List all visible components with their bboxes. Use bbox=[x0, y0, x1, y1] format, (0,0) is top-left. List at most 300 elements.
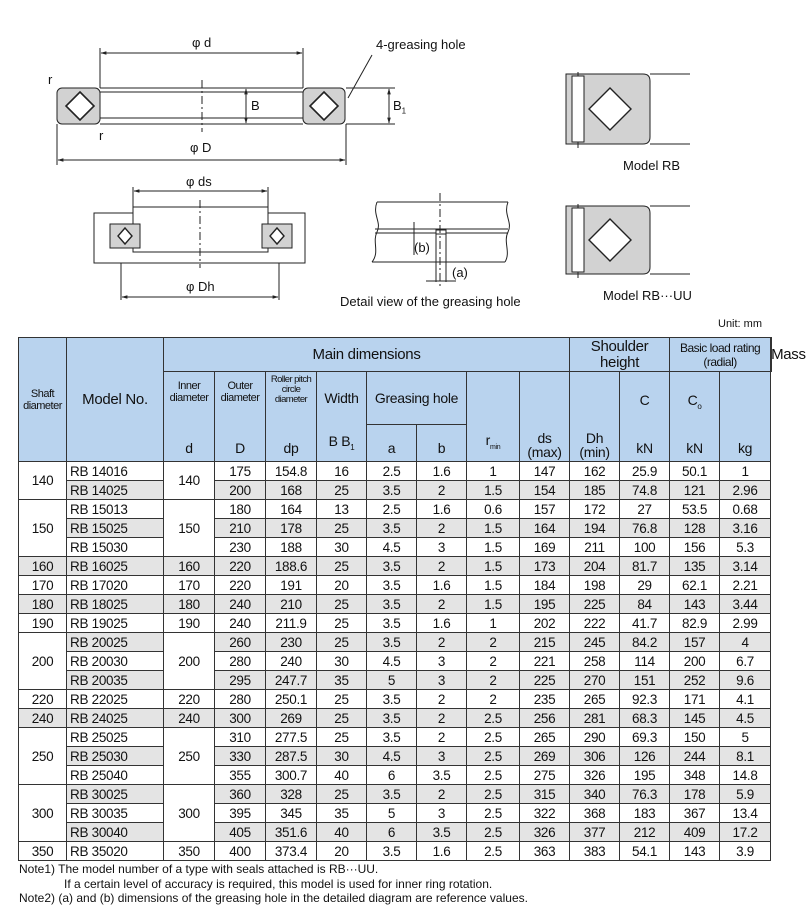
cell-c0-rating: 156 bbox=[670, 538, 720, 557]
cell-width-b: 20 bbox=[317, 576, 367, 595]
cell-greasing-a: 4.5 bbox=[367, 538, 417, 557]
cell-inner-d: 150 bbox=[164, 500, 215, 557]
cell-width-b: 25 bbox=[317, 557, 367, 576]
cell-greasing-b: 1.6 bbox=[417, 462, 467, 481]
cell-greasing-a: 6 bbox=[367, 823, 417, 842]
cell-model: RB 14025 bbox=[67, 481, 164, 500]
cell-r-min: 1.5 bbox=[467, 595, 520, 614]
phi-outer-d-label: φ D bbox=[190, 140, 212, 155]
cell-r-min: 1.5 bbox=[467, 519, 520, 538]
cell-outer-d: 220 bbox=[215, 557, 266, 576]
table-row bbox=[19, 747, 772, 766]
table-row bbox=[19, 576, 772, 595]
cell-model: RB 15030 bbox=[67, 538, 164, 557]
cell-greasing-a: 3.5 bbox=[367, 614, 417, 633]
cell-model: RB 14016 bbox=[67, 462, 164, 481]
b-hole-label: (b) bbox=[414, 240, 430, 255]
cell-model: RB 18025 bbox=[67, 595, 164, 614]
cell-pitch-dp: 168 bbox=[266, 481, 317, 500]
cell-outer-d: 330 bbox=[215, 747, 266, 766]
cell-r-min: 2.5 bbox=[467, 728, 520, 747]
cell-c0-rating: 409 bbox=[670, 823, 720, 842]
cell-outer-d: 355 bbox=[215, 766, 266, 785]
table-row bbox=[19, 481, 772, 500]
cell-dh-min: 172 bbox=[570, 500, 620, 519]
pitch-label: Roller pitch circle diameter bbox=[270, 373, 312, 405]
cell-outer-d: 260 bbox=[215, 633, 266, 652]
cell-dh-min: 270 bbox=[570, 671, 620, 690]
cell-outer-d: 280 bbox=[215, 690, 266, 709]
c0-sym: C bbox=[687, 391, 698, 408]
cell-pitch-dp: 328 bbox=[266, 785, 317, 804]
cell-dh-min: 225 bbox=[570, 595, 620, 614]
cell-dh-min: 265 bbox=[570, 690, 620, 709]
cell-dh-min: 162 bbox=[570, 462, 620, 481]
cell-ds-max: 326 bbox=[520, 823, 570, 842]
header-shoulder-height: Shoulder height bbox=[570, 338, 670, 372]
cell-mass: 4 bbox=[720, 633, 771, 652]
phi-ds-label: φ ds bbox=[186, 174, 212, 189]
cell-c-rating: 212 bbox=[620, 823, 670, 842]
cell-mass: 5 bbox=[720, 728, 771, 747]
rmin-sym bbox=[467, 432, 519, 456]
cell-c0-rating: 171 bbox=[670, 690, 720, 709]
header-dh bbox=[570, 372, 620, 462]
cell-mass: 3.14 bbox=[720, 557, 771, 576]
cell-c-rating: 92.3 bbox=[620, 690, 670, 709]
cell-outer-d: 175 bbox=[215, 462, 266, 481]
cell-mass: 1 bbox=[720, 462, 771, 481]
cell-pitch-dp: 164 bbox=[266, 500, 317, 519]
cell-greasing-b: 2 bbox=[417, 557, 467, 576]
table-row bbox=[19, 633, 772, 652]
r-main: r bbox=[485, 431, 490, 448]
cell-pitch-dp: 277.5 bbox=[266, 728, 317, 747]
r-sub: min bbox=[489, 443, 501, 451]
note-2: Note2) (a) and (b) dimensions of the greasing hole in the detailed diagram are reference values. bbox=[19, 891, 528, 905]
table-row bbox=[19, 690, 772, 709]
width-label: Width bbox=[324, 389, 359, 406]
cell-greasing-b: 3.5 bbox=[417, 766, 467, 785]
cell-dh-min: 281 bbox=[570, 709, 620, 728]
cell-greasing-a: 3.5 bbox=[367, 633, 417, 652]
table-row bbox=[19, 519, 772, 538]
header-width bbox=[317, 372, 367, 462]
header-ds bbox=[520, 372, 570, 462]
cell-r-min: 2 bbox=[467, 671, 520, 690]
cell-pitch-dp: 287.5 bbox=[266, 747, 317, 766]
cell-ds-max: 157 bbox=[520, 500, 570, 519]
cell-model: RB 20035 bbox=[67, 671, 164, 690]
cell-r-min: 2.5 bbox=[467, 747, 520, 766]
header-model: Model No. bbox=[67, 338, 164, 462]
cell-mass: 9.6 bbox=[720, 671, 771, 690]
cell-shaft: 170 bbox=[19, 576, 67, 595]
cell-c-rating: 100 bbox=[620, 538, 670, 557]
cell-ds-max: 363 bbox=[520, 842, 570, 861]
cell-c0-rating: 50.1 bbox=[670, 462, 720, 481]
cell-outer-d: 240 bbox=[215, 595, 266, 614]
cell-shaft: 190 bbox=[19, 614, 67, 633]
cell-model: RB 20025 bbox=[67, 633, 164, 652]
cell-ds-max: 202 bbox=[520, 614, 570, 633]
cell-greasing-a: 3.5 bbox=[367, 595, 417, 614]
cell-ds-max: 265 bbox=[520, 728, 570, 747]
cell-greasing-b: 2 bbox=[417, 690, 467, 709]
mass-unit: kg bbox=[737, 439, 753, 456]
cell-greasing-a: 4.5 bbox=[367, 652, 417, 671]
cell-pitch-dp: 300.7 bbox=[266, 766, 317, 785]
cell-ds-max: 256 bbox=[520, 709, 570, 728]
cell-outer-d: 395 bbox=[215, 804, 266, 823]
table-row bbox=[19, 766, 772, 785]
cell-dh-min: 377 bbox=[570, 823, 620, 842]
cell-c-rating: 68.3 bbox=[620, 709, 670, 728]
cell-inner-d: 180 bbox=[164, 595, 215, 614]
cell-dh-min: 245 bbox=[570, 633, 620, 652]
header-shaft: Shaft diameter bbox=[19, 338, 67, 462]
cell-ds-max: 322 bbox=[520, 804, 570, 823]
cell-shaft: 180 bbox=[19, 595, 67, 614]
cell-mass: 3.9 bbox=[720, 842, 771, 861]
cell-model: RB 30035 bbox=[67, 804, 164, 823]
cell-width-b: 25 bbox=[317, 690, 367, 709]
cell-greasing-a: 3.5 bbox=[367, 842, 417, 861]
detail-caption: Detail view of the greasing hole bbox=[340, 294, 521, 309]
cell-c0-rating: 348 bbox=[670, 766, 720, 785]
cell-inner-d: 190 bbox=[164, 614, 215, 633]
cell-greasing-a: 3.5 bbox=[367, 728, 417, 747]
cell-mass: 0.68 bbox=[720, 500, 771, 519]
cell-greasing-b: 3.5 bbox=[417, 823, 467, 842]
width-sym bbox=[317, 433, 366, 456]
model-rbuu-drawing bbox=[566, 204, 690, 278]
cell-c-rating: 25.9 bbox=[620, 462, 670, 481]
cell-outer-d: 310 bbox=[215, 728, 266, 747]
cell-greasing-a: 4.5 bbox=[367, 747, 417, 766]
cell-ds-max: 164 bbox=[520, 519, 570, 538]
pitch-sym: dp bbox=[283, 439, 299, 456]
b1-main: B bbox=[393, 98, 402, 113]
cell-shaft: 200 bbox=[19, 633, 67, 690]
cell-c-rating: 195 bbox=[620, 766, 670, 785]
c0-sub: o bbox=[697, 401, 702, 411]
cell-greasing-b: 2 bbox=[417, 519, 467, 538]
header-c bbox=[620, 372, 670, 462]
cell-model: RB 19025 bbox=[67, 614, 164, 633]
table-body bbox=[19, 462, 772, 861]
cell-model: RB 20030 bbox=[67, 652, 164, 671]
cell-dh-min: 194 bbox=[570, 519, 620, 538]
cell-c0-rating: 143 bbox=[670, 595, 720, 614]
ds-sym: ds bbox=[537, 429, 552, 446]
cell-greasing-a: 3.5 bbox=[367, 709, 417, 728]
cell-r-min: 2.5 bbox=[467, 842, 520, 861]
table-row bbox=[19, 462, 772, 481]
header-mass: Mass bbox=[771, 346, 806, 363]
cell-model: RB 25030 bbox=[67, 747, 164, 766]
cell-mass: 2.21 bbox=[720, 576, 771, 595]
cell-ds-max: 225 bbox=[520, 671, 570, 690]
table-row bbox=[19, 804, 772, 823]
outer-label: Outer diameter bbox=[220, 379, 260, 404]
cell-c0-rating: 143 bbox=[670, 842, 720, 861]
header-greasing-hole: Greasing hole bbox=[367, 372, 467, 425]
cell-width-b: 25 bbox=[317, 633, 367, 652]
cell-outer-d: 295 bbox=[215, 671, 266, 690]
cell-greasing-a: 5 bbox=[367, 671, 417, 690]
note-1: Note1) The model number of a type with seals attached is RB···UU. bbox=[19, 862, 379, 876]
cell-c-rating: 76.8 bbox=[620, 519, 670, 538]
cell-inner-d: 160 bbox=[164, 557, 215, 576]
c-sym: C bbox=[639, 391, 650, 408]
dh-sym: Dh bbox=[585, 429, 604, 446]
cell-r-min: 1 bbox=[467, 462, 520, 481]
cell-dh-min: 258 bbox=[570, 652, 620, 671]
main-bearing-drawing bbox=[57, 48, 395, 165]
cell-pitch-dp: 247.7 bbox=[266, 671, 317, 690]
cell-pitch-dp: 211.9 bbox=[266, 614, 317, 633]
header-outer bbox=[215, 372, 266, 462]
cell-r-min: 1 bbox=[467, 614, 520, 633]
width-sym-main: B B bbox=[328, 432, 351, 449]
cell-c0-rating: 150 bbox=[670, 728, 720, 747]
cell-c0-rating: 244 bbox=[670, 747, 720, 766]
cell-width-b: 40 bbox=[317, 823, 367, 842]
cell-greasing-b: 3 bbox=[417, 747, 467, 766]
dh-note: (min) bbox=[579, 443, 610, 460]
cell-width-b: 40 bbox=[317, 766, 367, 785]
model-rbuu-caption: Model RB···UU bbox=[603, 288, 692, 303]
cell-ds-max: 275 bbox=[520, 766, 570, 785]
greasing-hole-label: 4-greasing hole bbox=[376, 37, 466, 52]
table-row bbox=[19, 538, 772, 557]
cell-c-rating: 29 bbox=[620, 576, 670, 595]
cell-shaft: 220 bbox=[19, 690, 67, 709]
cell-width-b: 25 bbox=[317, 785, 367, 804]
cell-c0-rating: 82.9 bbox=[670, 614, 720, 633]
cell-inner-d: 170 bbox=[164, 576, 215, 595]
cell-r-min: 0.6 bbox=[467, 500, 520, 519]
cell-inner-d: 200 bbox=[164, 633, 215, 690]
table-row bbox=[19, 652, 772, 671]
cell-mass: 5.3 bbox=[720, 538, 771, 557]
header-pitch bbox=[266, 372, 317, 462]
cell-shaft: 250 bbox=[19, 728, 67, 785]
notes bbox=[19, 862, 528, 906]
cell-mass: 14.8 bbox=[720, 766, 771, 785]
cell-r-min: 2.5 bbox=[467, 766, 520, 785]
table-row bbox=[19, 671, 772, 690]
cell-model: RB 17020 bbox=[67, 576, 164, 595]
cell-ds-max: 173 bbox=[520, 557, 570, 576]
cell-dh-min: 368 bbox=[570, 804, 620, 823]
cell-ds-max: 269 bbox=[520, 747, 570, 766]
cell-c-rating: 84.2 bbox=[620, 633, 670, 652]
cell-ds-max: 184 bbox=[520, 576, 570, 595]
cell-dh-min: 340 bbox=[570, 785, 620, 804]
cell-r-min: 2 bbox=[467, 633, 520, 652]
cell-r-min: 2.5 bbox=[467, 709, 520, 728]
cell-outer-d: 240 bbox=[215, 614, 266, 633]
cell-outer-d: 300 bbox=[215, 709, 266, 728]
a-hole-label: (a) bbox=[452, 265, 468, 280]
cell-c0-rating: 157 bbox=[670, 633, 720, 652]
header-mass-unit bbox=[720, 372, 771, 462]
cell-c-rating: 84 bbox=[620, 595, 670, 614]
cell-greasing-a: 3.5 bbox=[367, 481, 417, 500]
table-row bbox=[19, 614, 772, 633]
cell-greasing-b: 2 bbox=[417, 633, 467, 652]
cell-c0-rating: 53.5 bbox=[670, 500, 720, 519]
phi-d-label: φ d bbox=[192, 35, 212, 50]
cell-greasing-b: 1.6 bbox=[417, 614, 467, 633]
cell-greasing-a: 2.5 bbox=[367, 462, 417, 481]
note-1-continued: If a certain level of accuracy is required, this model is used for inner ring rotation. bbox=[64, 876, 493, 891]
cell-model: RB 25040 bbox=[67, 766, 164, 785]
cell-dh-min: 185 bbox=[570, 481, 620, 500]
cell-shaft: 300 bbox=[19, 785, 67, 842]
cell-model: RB 16025 bbox=[67, 557, 164, 576]
cell-mass: 17.2 bbox=[720, 823, 771, 842]
cell-pitch-dp: 188.6 bbox=[266, 557, 317, 576]
cell-pitch-dp: 345 bbox=[266, 804, 317, 823]
r-label-top: r bbox=[48, 72, 53, 87]
cell-c0-rating: 252 bbox=[670, 671, 720, 690]
inner-sym: d bbox=[185, 439, 193, 456]
cell-model: RB 25025 bbox=[67, 728, 164, 747]
cell-r-min: 2 bbox=[467, 690, 520, 709]
cell-shaft: 160 bbox=[19, 557, 67, 576]
cell-c0-rating: 200 bbox=[670, 652, 720, 671]
table-row bbox=[19, 823, 772, 842]
header-a: a bbox=[367, 425, 417, 462]
cell-width-b: 25 bbox=[317, 709, 367, 728]
cell-pitch-dp: 178 bbox=[266, 519, 317, 538]
outer-sym: D bbox=[235, 439, 245, 456]
cell-r-min: 1.5 bbox=[467, 481, 520, 500]
cell-pitch-dp: 191 bbox=[266, 576, 317, 595]
cell-width-b: 25 bbox=[317, 614, 367, 633]
header-c0 bbox=[670, 372, 720, 462]
cell-outer-d: 230 bbox=[215, 538, 266, 557]
cell-greasing-b: 3 bbox=[417, 804, 467, 823]
header-rmin bbox=[467, 372, 520, 462]
cell-greasing-b: 2 bbox=[417, 481, 467, 500]
cell-inner-d: 240 bbox=[164, 709, 215, 728]
cell-shaft: 140 bbox=[19, 462, 67, 500]
cell-model: RB 35020 bbox=[67, 842, 164, 861]
cell-c-rating: 54.1 bbox=[620, 842, 670, 861]
cell-c0-rating: 62.1 bbox=[670, 576, 720, 595]
cell-r-min: 2.5 bbox=[467, 823, 520, 842]
cell-mass: 3.16 bbox=[720, 519, 771, 538]
cell-width-b: 25 bbox=[317, 519, 367, 538]
cell-ds-max: 195 bbox=[520, 595, 570, 614]
cell-dh-min: 222 bbox=[570, 614, 620, 633]
b-width-label: B bbox=[251, 98, 260, 113]
header-main-dimensions: Main dimensions bbox=[164, 338, 570, 372]
cell-ds-max: 315 bbox=[520, 785, 570, 804]
cell-outer-d: 360 bbox=[215, 785, 266, 804]
r-label-bottom: r bbox=[99, 128, 104, 143]
cell-c-rating: 114 bbox=[620, 652, 670, 671]
cell-dh-min: 326 bbox=[570, 766, 620, 785]
table-row bbox=[19, 557, 772, 576]
cell-pitch-dp: 210 bbox=[266, 595, 317, 614]
cell-outer-d: 405 bbox=[215, 823, 266, 842]
model-rb-caption: Model RB bbox=[623, 158, 681, 173]
inner-label: Inner diameter bbox=[169, 379, 209, 404]
cell-shaft: 240 bbox=[19, 709, 67, 728]
cell-greasing-b: 2 bbox=[417, 595, 467, 614]
c0-unit: kN bbox=[686, 439, 703, 456]
cell-mass: 3.44 bbox=[720, 595, 771, 614]
cell-outer-d: 200 bbox=[215, 481, 266, 500]
cell-ds-max: 154 bbox=[520, 481, 570, 500]
cell-inner-d: 220 bbox=[164, 690, 215, 709]
c-unit: kN bbox=[636, 439, 653, 456]
cell-dh-min: 204 bbox=[570, 557, 620, 576]
cell-width-b: 20 bbox=[317, 842, 367, 861]
model-rb-drawing bbox=[566, 72, 690, 148]
cell-outer-d: 210 bbox=[215, 519, 266, 538]
cell-mass: 2.96 bbox=[720, 481, 771, 500]
cell-inner-d: 300 bbox=[164, 785, 215, 842]
cell-width-b: 30 bbox=[317, 652, 367, 671]
cell-c0-rating: 145 bbox=[670, 709, 720, 728]
header-load-rating: Basic load rating (radial) bbox=[670, 338, 771, 372]
cell-width-b: 25 bbox=[317, 728, 367, 747]
cell-width-b: 13 bbox=[317, 500, 367, 519]
cell-model: RB 24025 bbox=[67, 709, 164, 728]
cell-outer-d: 400 bbox=[215, 842, 266, 861]
cell-greasing-a: 3.5 bbox=[367, 576, 417, 595]
phi-dh-label: φ Dh bbox=[186, 279, 215, 294]
cell-outer-d: 220 bbox=[215, 576, 266, 595]
cell-width-b: 25 bbox=[317, 595, 367, 614]
cell-greasing-a: 3.5 bbox=[367, 519, 417, 538]
cell-mass: 6.7 bbox=[720, 652, 771, 671]
cell-width-b: 35 bbox=[317, 671, 367, 690]
table-row bbox=[19, 500, 772, 519]
greasing-hole-detail-drawing bbox=[372, 193, 509, 287]
cell-c0-rating: 128 bbox=[670, 519, 720, 538]
header-inner bbox=[164, 372, 215, 462]
cell-pitch-dp: 240 bbox=[266, 652, 317, 671]
cell-dh-min: 306 bbox=[570, 747, 620, 766]
cell-greasing-a: 3.5 bbox=[367, 557, 417, 576]
cell-r-min: 1.5 bbox=[467, 557, 520, 576]
cell-inner-d: 140 bbox=[164, 462, 215, 500]
cell-c0-rating: 367 bbox=[670, 804, 720, 823]
cell-mass: 5.9 bbox=[720, 785, 771, 804]
cell-greasing-b: 2 bbox=[417, 709, 467, 728]
cell-c0-rating: 121 bbox=[670, 481, 720, 500]
cell-c0-rating: 135 bbox=[670, 557, 720, 576]
cell-pitch-dp: 351.6 bbox=[266, 823, 317, 842]
cell-greasing-b: 3 bbox=[417, 671, 467, 690]
cell-pitch-dp: 188 bbox=[266, 538, 317, 557]
cell-width-b: 35 bbox=[317, 804, 367, 823]
cell-width-b: 25 bbox=[317, 481, 367, 500]
cell-greasing-b: 2 bbox=[417, 785, 467, 804]
ds-note: (max) bbox=[527, 443, 562, 460]
b1-width-label bbox=[393, 98, 406, 116]
cell-dh-min: 383 bbox=[570, 842, 620, 861]
cell-model: RB 22025 bbox=[67, 690, 164, 709]
table-row bbox=[19, 728, 772, 747]
